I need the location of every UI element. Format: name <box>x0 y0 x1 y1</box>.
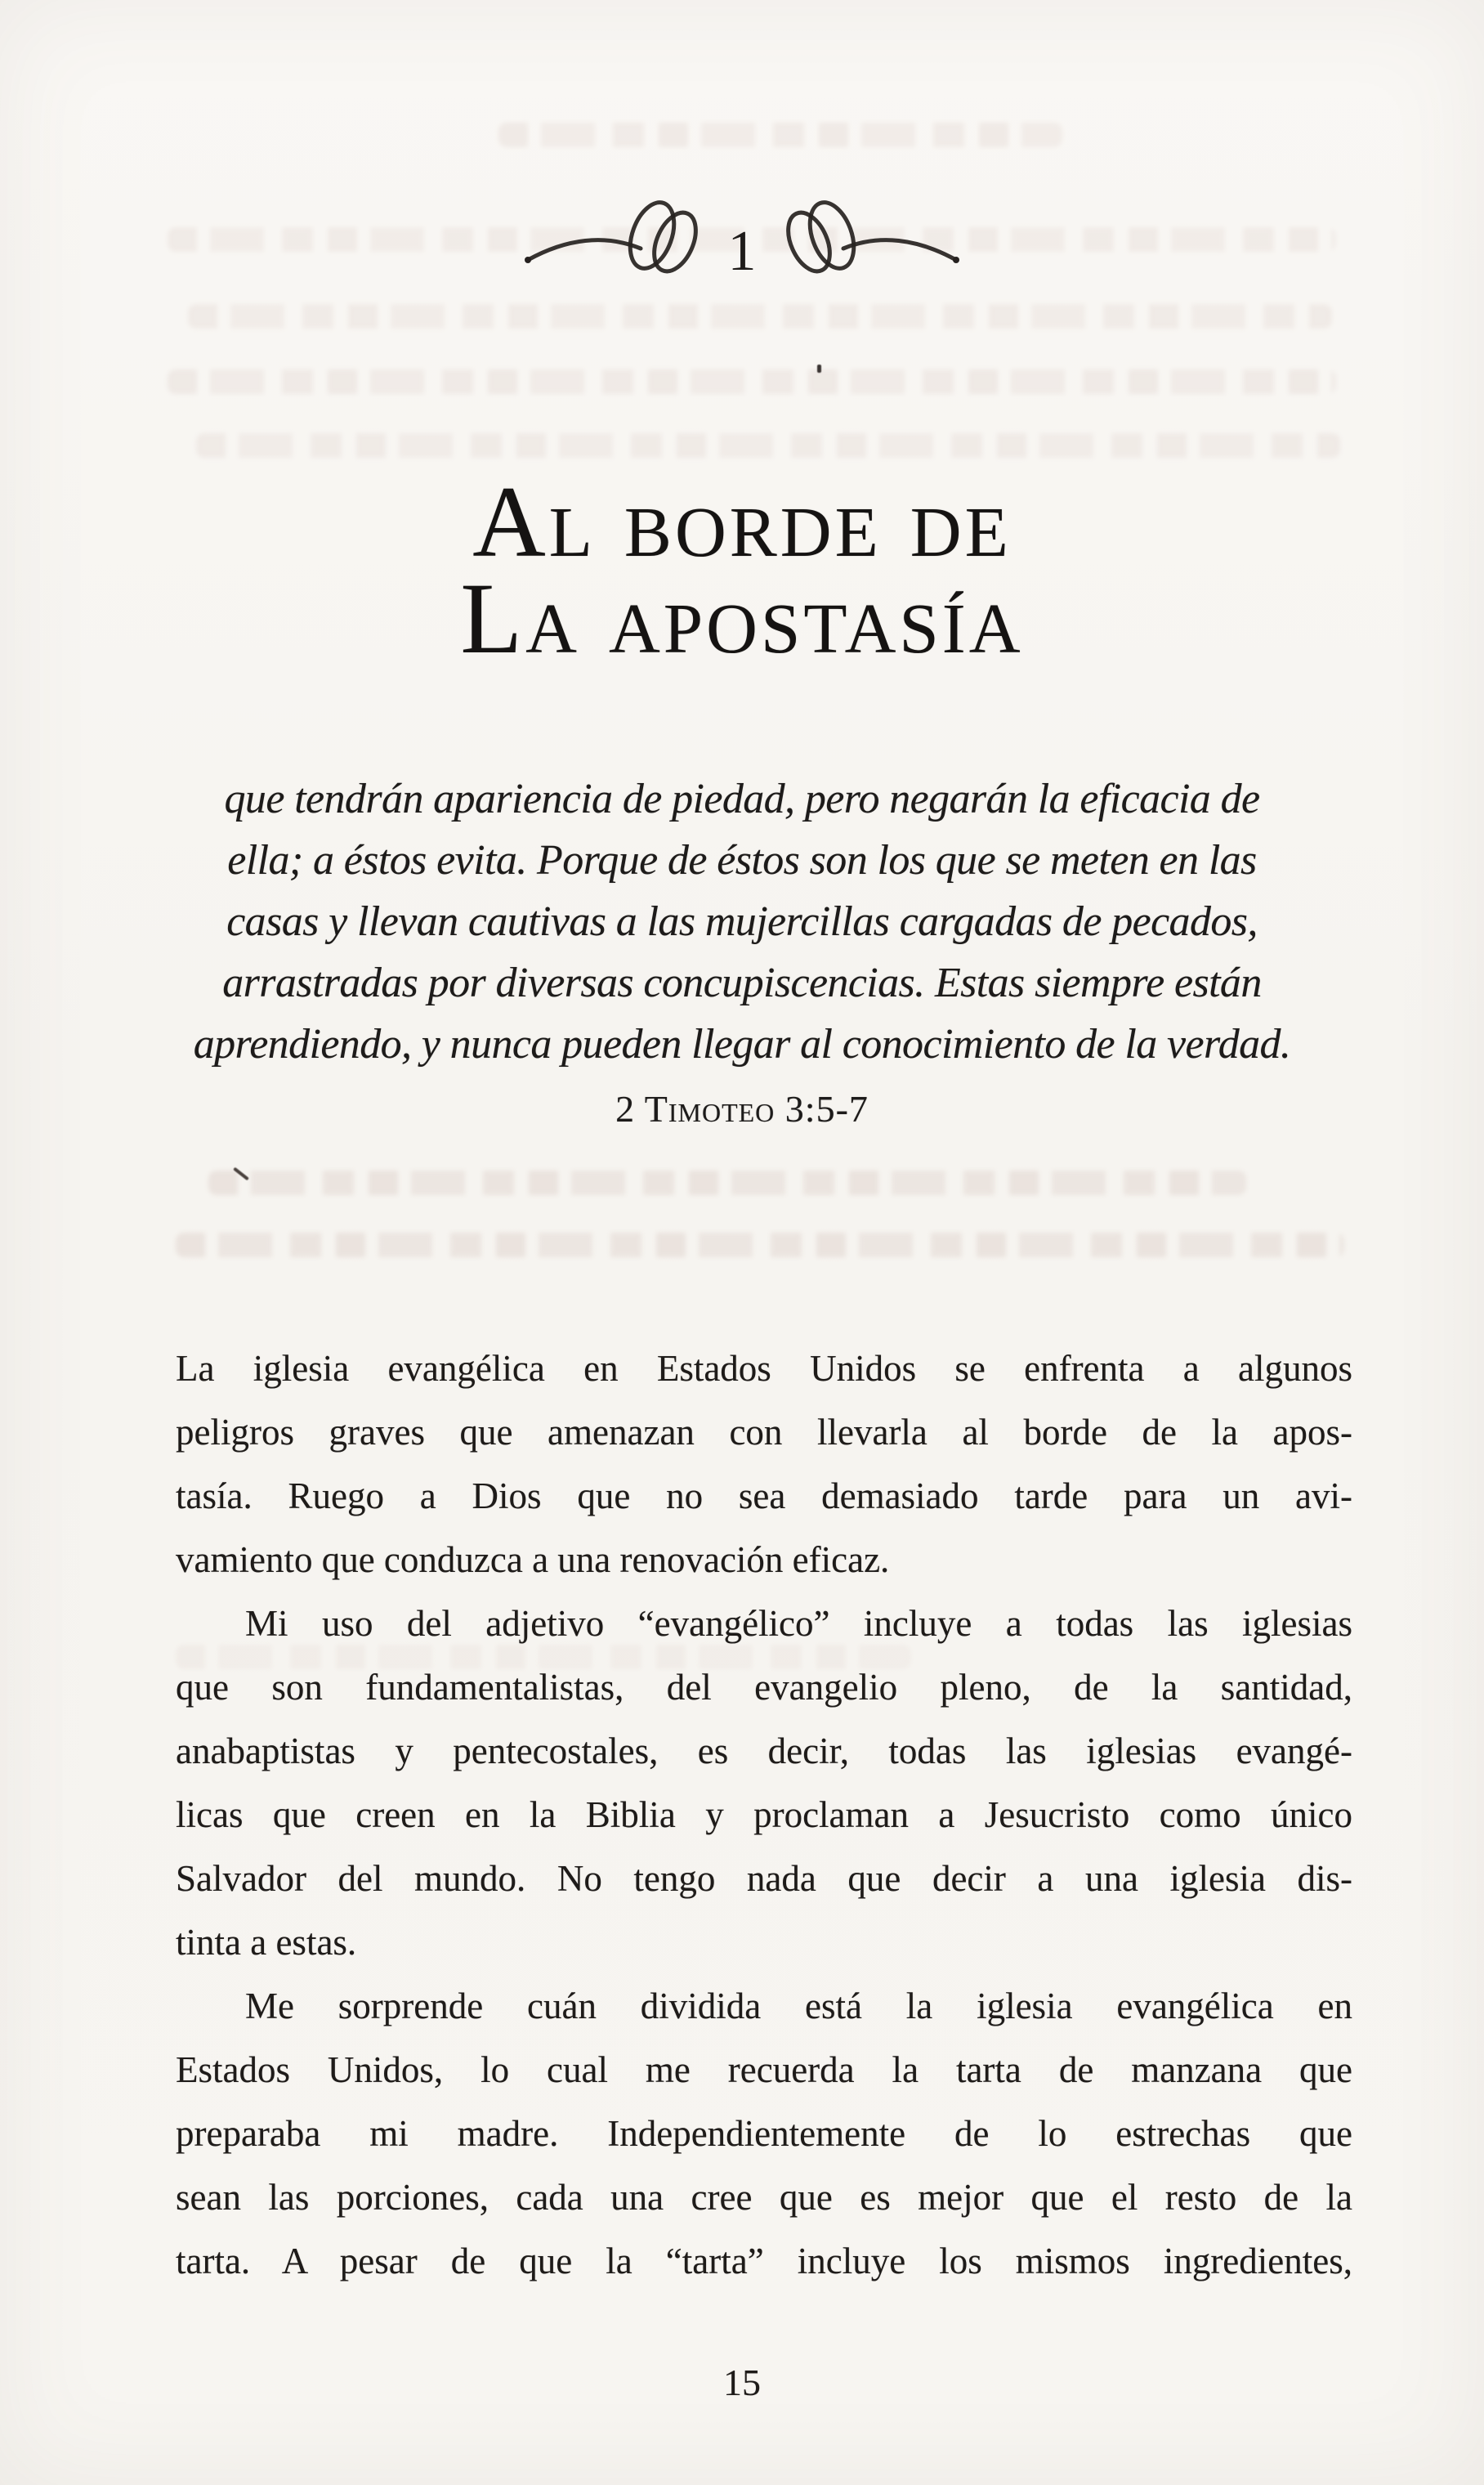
ghost-text-line <box>176 1233 1344 1257</box>
flourish-left-icon <box>525 196 704 277</box>
ink-speck <box>817 365 821 373</box>
flourish-right-icon <box>780 196 959 277</box>
body-line: sean las porciones, cada una cree que es mejor que el resto de la <box>176 2177 1352 2218</box>
body-line: vamiento que conduzca a una renovación eficaz. <box>176 1539 890 1580</box>
ghost-text-line <box>208 1171 1246 1195</box>
epigraph-line: aprendiendo, y nunca pueden llegar al conocimiento de la verdad. <box>193 1021 1291 1068</box>
chapter-number: 1 <box>727 220 757 283</box>
body-line: preparaba mi madre. Independientemente de lo estrechas que <box>176 2113 1352 2154</box>
ghost-text-line <box>498 123 1062 147</box>
body-line: tarta. A pesar de que la “tarta” incluye los mismos ingredientes, <box>176 2241 1352 2281</box>
body-line: licas que creen en la Biblia y proclaman a Jesucristo como único <box>176 1794 1352 1835</box>
chapter-ornament <box>481 185 1003 299</box>
epigraph-line: que tendrán apariencia de piedad, pero negarán la eficacia de <box>224 776 1260 822</box>
body-line: que son fundamentalistas, del evangelio pleno, de la santidad, <box>176 1667 1352 1708</box>
chapter-title-line2: La apostasía <box>460 562 1024 674</box>
epigraph-line: ella; a éstos evita. Porque de éstos son los que se meten en las <box>227 837 1257 884</box>
flourish-ornament-icon <box>481 185 1003 299</box>
epigraph-line: arrastradas por diversas concupiscencias. Estas siempre están <box>222 960 1262 1006</box>
page-number: 15 <box>723 2362 761 2403</box>
body-line: tinta a estas. <box>176 1922 357 1963</box>
epigraph-line: casas y llevan cautivas a las mujercillas cargadas de pecados, <box>226 898 1258 945</box>
ghost-text-line <box>168 369 1336 394</box>
body-line: Estados Unidos, lo cual me recuerda la tarta de manzana que <box>176 2049 1352 2090</box>
body-line: La iglesia evangélica en Estados Unidos se enfrenta a algunos <box>176 1348 1352 1389</box>
chapter-title-line1: Al borde de <box>472 466 1012 578</box>
epigraph-attribution: 2 Timoteo 3:5-7 <box>615 1088 869 1130</box>
body-line: Salvador del mundo. No tengo nada que decir a una iglesia dis- <box>176 1858 1352 1899</box>
ghost-text-line <box>196 433 1340 458</box>
body-line: peligros graves que amenazan con llevarla al borde de la apos- <box>176 1412 1352 1453</box>
body-text <box>176 1337 1352 2293</box>
chapter-title <box>0 466 1484 674</box>
body-line: anabaptistas y pentecostales, es decir, todas las iglesias evangé- <box>176 1731 1352 1771</box>
ghost-text-line <box>188 304 1332 329</box>
body-line: Mi uso del adjetivo “evangélico” incluye a todas las iglesias <box>245 1603 1352 1644</box>
epigraph-quote <box>154 768 1330 1075</box>
body-line: tasía. Ruego a Dios que no sea demasiado tarde para un avi- <box>176 1475 1352 1516</box>
body-line: Me sorprende cuán dividida está la iglesia evangélica en <box>245 1986 1352 2026</box>
